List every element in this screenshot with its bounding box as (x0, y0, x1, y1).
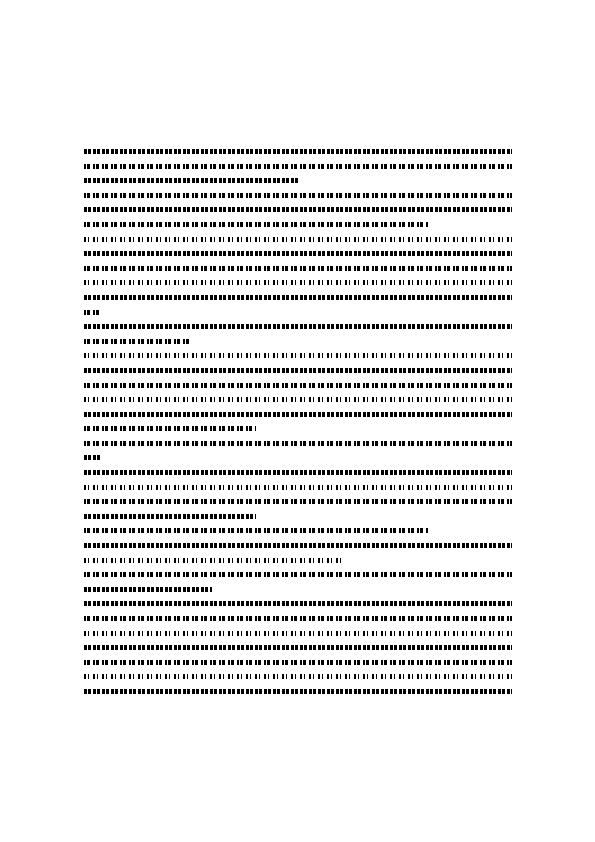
paragraph (84, 569, 514, 594)
text-line (84, 336, 192, 346)
text-line (84, 219, 428, 229)
text-line (84, 467, 512, 477)
text-line (84, 175, 299, 185)
text-line (84, 307, 102, 317)
text-line (84, 657, 512, 667)
text-line (84, 555, 342, 565)
paragraph (84, 540, 514, 565)
text-line (84, 482, 512, 492)
body-text (84, 146, 514, 701)
text-line (84, 146, 512, 156)
text-line (84, 277, 512, 287)
paragraph (84, 525, 514, 535)
text-line (84, 511, 256, 521)
text-line (84, 365, 512, 375)
text-line (84, 409, 512, 419)
text-line (84, 598, 512, 608)
text-line (84, 628, 512, 638)
text-line (84, 350, 512, 360)
paragraph (84, 598, 514, 696)
text-line (84, 234, 512, 244)
paragraph (84, 146, 514, 185)
text-line (84, 321, 512, 331)
text-line (84, 569, 512, 579)
text-line (84, 584, 212, 594)
text-line (84, 248, 512, 258)
paragraph (84, 321, 514, 346)
text-line (84, 671, 512, 681)
paragraph (84, 467, 514, 521)
text-line (84, 423, 256, 433)
text-line (84, 452, 102, 462)
text-line (84, 540, 512, 550)
text-line (84, 190, 512, 200)
text-line (84, 525, 428, 535)
paragraph (84, 438, 514, 463)
text-line (84, 161, 512, 171)
paragraph (84, 190, 514, 229)
text-line (84, 438, 512, 448)
text-line (84, 263, 512, 273)
text-line (84, 204, 512, 214)
paragraph (84, 350, 514, 433)
paragraph (84, 234, 514, 317)
text-line (84, 380, 512, 390)
text-line (84, 292, 512, 302)
text-line (84, 613, 512, 623)
text-line (84, 496, 512, 506)
text-line (84, 686, 512, 696)
text-line (84, 394, 512, 404)
text-line (84, 642, 512, 652)
